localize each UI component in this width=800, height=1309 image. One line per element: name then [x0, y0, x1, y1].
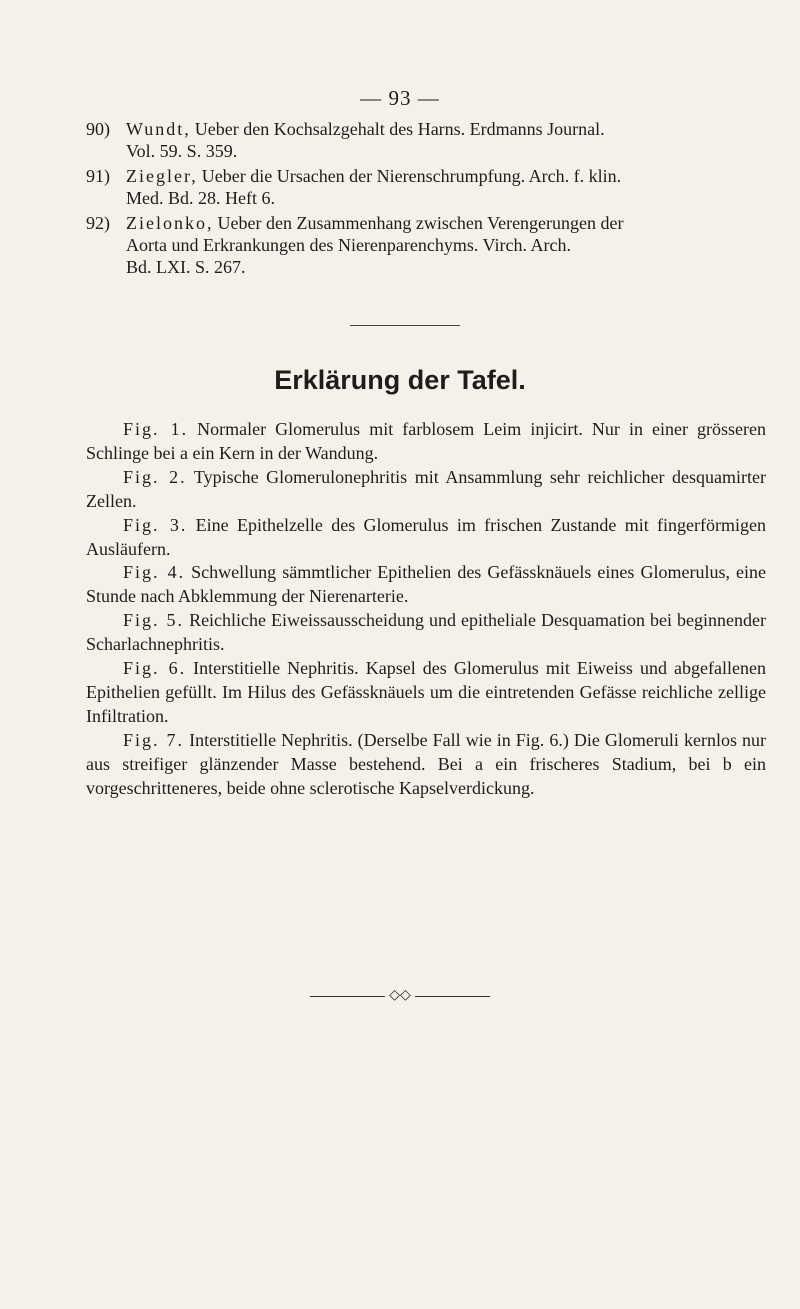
figure-label: Fig. 6.: [123, 658, 187, 679]
figure-label: Fig. 1.: [123, 419, 189, 439]
figure-legend: [86, 609, 766, 657]
figure-label: Fig. 7.: [123, 729, 185, 750]
ornament-line-left: [310, 996, 385, 997]
reference-item: [86, 118, 766, 162]
section-heading: Erklärung der Tafel.: [274, 365, 526, 395]
figure-label: Fig. 2.: [123, 466, 187, 487]
figure-legend: [86, 514, 766, 562]
figure-text: Typische Glomerulonephritis mit Ansammlung sehr reichlicher desquamirter Zellen.: [86, 466, 766, 511]
ornament-glyph: ◇◇: [389, 988, 411, 1003]
ornament-line-right: [415, 996, 490, 997]
reference-author: Zielonko,: [126, 213, 214, 233]
reference-text: Ueber die Ursachen der Nierenschrumpfung. Arch. f. klin.: [201, 166, 622, 186]
end-ornament: [0, 989, 800, 1003]
figure-label: Fig. 3.: [123, 514, 188, 535]
figure-legend: [86, 418, 766, 466]
figure-text: Reichliche Eiweissausscheidung und epitheliale Desquamation bei beginnender Scharlachnephritis.: [86, 610, 766, 655]
section-divider: [350, 325, 460, 326]
figure-legend-list: [86, 418, 766, 801]
figure-legend: [86, 729, 766, 801]
figure-legend: [86, 466, 766, 514]
figure-legend: [86, 657, 766, 729]
figure-label: Fig. 5.: [123, 610, 185, 631]
reference-author: Ziegler,: [126, 166, 198, 186]
reference-continuation: Vol. 59. S. 359.: [126, 141, 238, 161]
figure-legend: [86, 561, 766, 609]
reference-continuation: Aorta und Erkrankungen des Nierenparenchyms. Virch. Arch.: [126, 235, 571, 255]
reference-item: [86, 212, 766, 278]
reference-continuation: Med. Bd. 28. Heft 6.: [126, 188, 275, 208]
figure-text: Interstitielle Nephritis. Kapsel des Glomerulus mit Eiweiss und abgefallenen Epithelien gefüllt. Im Hilus des Gefässknäuels um die eintretenden Gefässe reichliche zellige Infiltration.: [86, 658, 766, 726]
figure-text: Eine Epithelzelle des Glomerulus im frischen Zustande mit fingerförmigen Ausläufern.: [86, 514, 767, 559]
reference-number: 90): [86, 119, 110, 139]
figure-label: Fig. 4.: [123, 562, 186, 583]
reference-text: Ueber den Zusammenhang zwischen Verengerungen der: [217, 213, 624, 233]
reference-item: [86, 165, 766, 209]
page-number: — 93 —: [360, 86, 440, 110]
figure-text: Schwellung sämmtlicher Epithelien des Gefässknäuels eines Glomerulus, eine Stunde nach Abklemmung der Nierenarterie.: [86, 562, 767, 607]
reference-text: Ueber den Kochsalzgehalt des Harns. Erdmanns Journal.: [194, 119, 605, 139]
reference-number: 91): [86, 166, 110, 186]
reference-author: Wundt,: [126, 119, 191, 139]
reference-list: [86, 118, 766, 281]
reference-continuation: Bd. LXI. S. 267.: [126, 257, 246, 277]
figure-text: Normaler Glomerulus mit farblosem Leim injicirt. Nur in einer grösseren Schlinge bei a ein Kern in der Wandung.: [86, 419, 767, 463]
figure-text: Interstitielle Nephritis. (Derselbe Fall wie in Fig. 6.) Die Glomeruli kernlos nur aus streifiger glänzender Masse bestehend. Bei a ein frischeres Stadium, bei b ein vorgeschritteneres, beide ohne sclerotische Kapselverdickung.: [86, 729, 766, 798]
reference-number: 92): [86, 213, 110, 233]
